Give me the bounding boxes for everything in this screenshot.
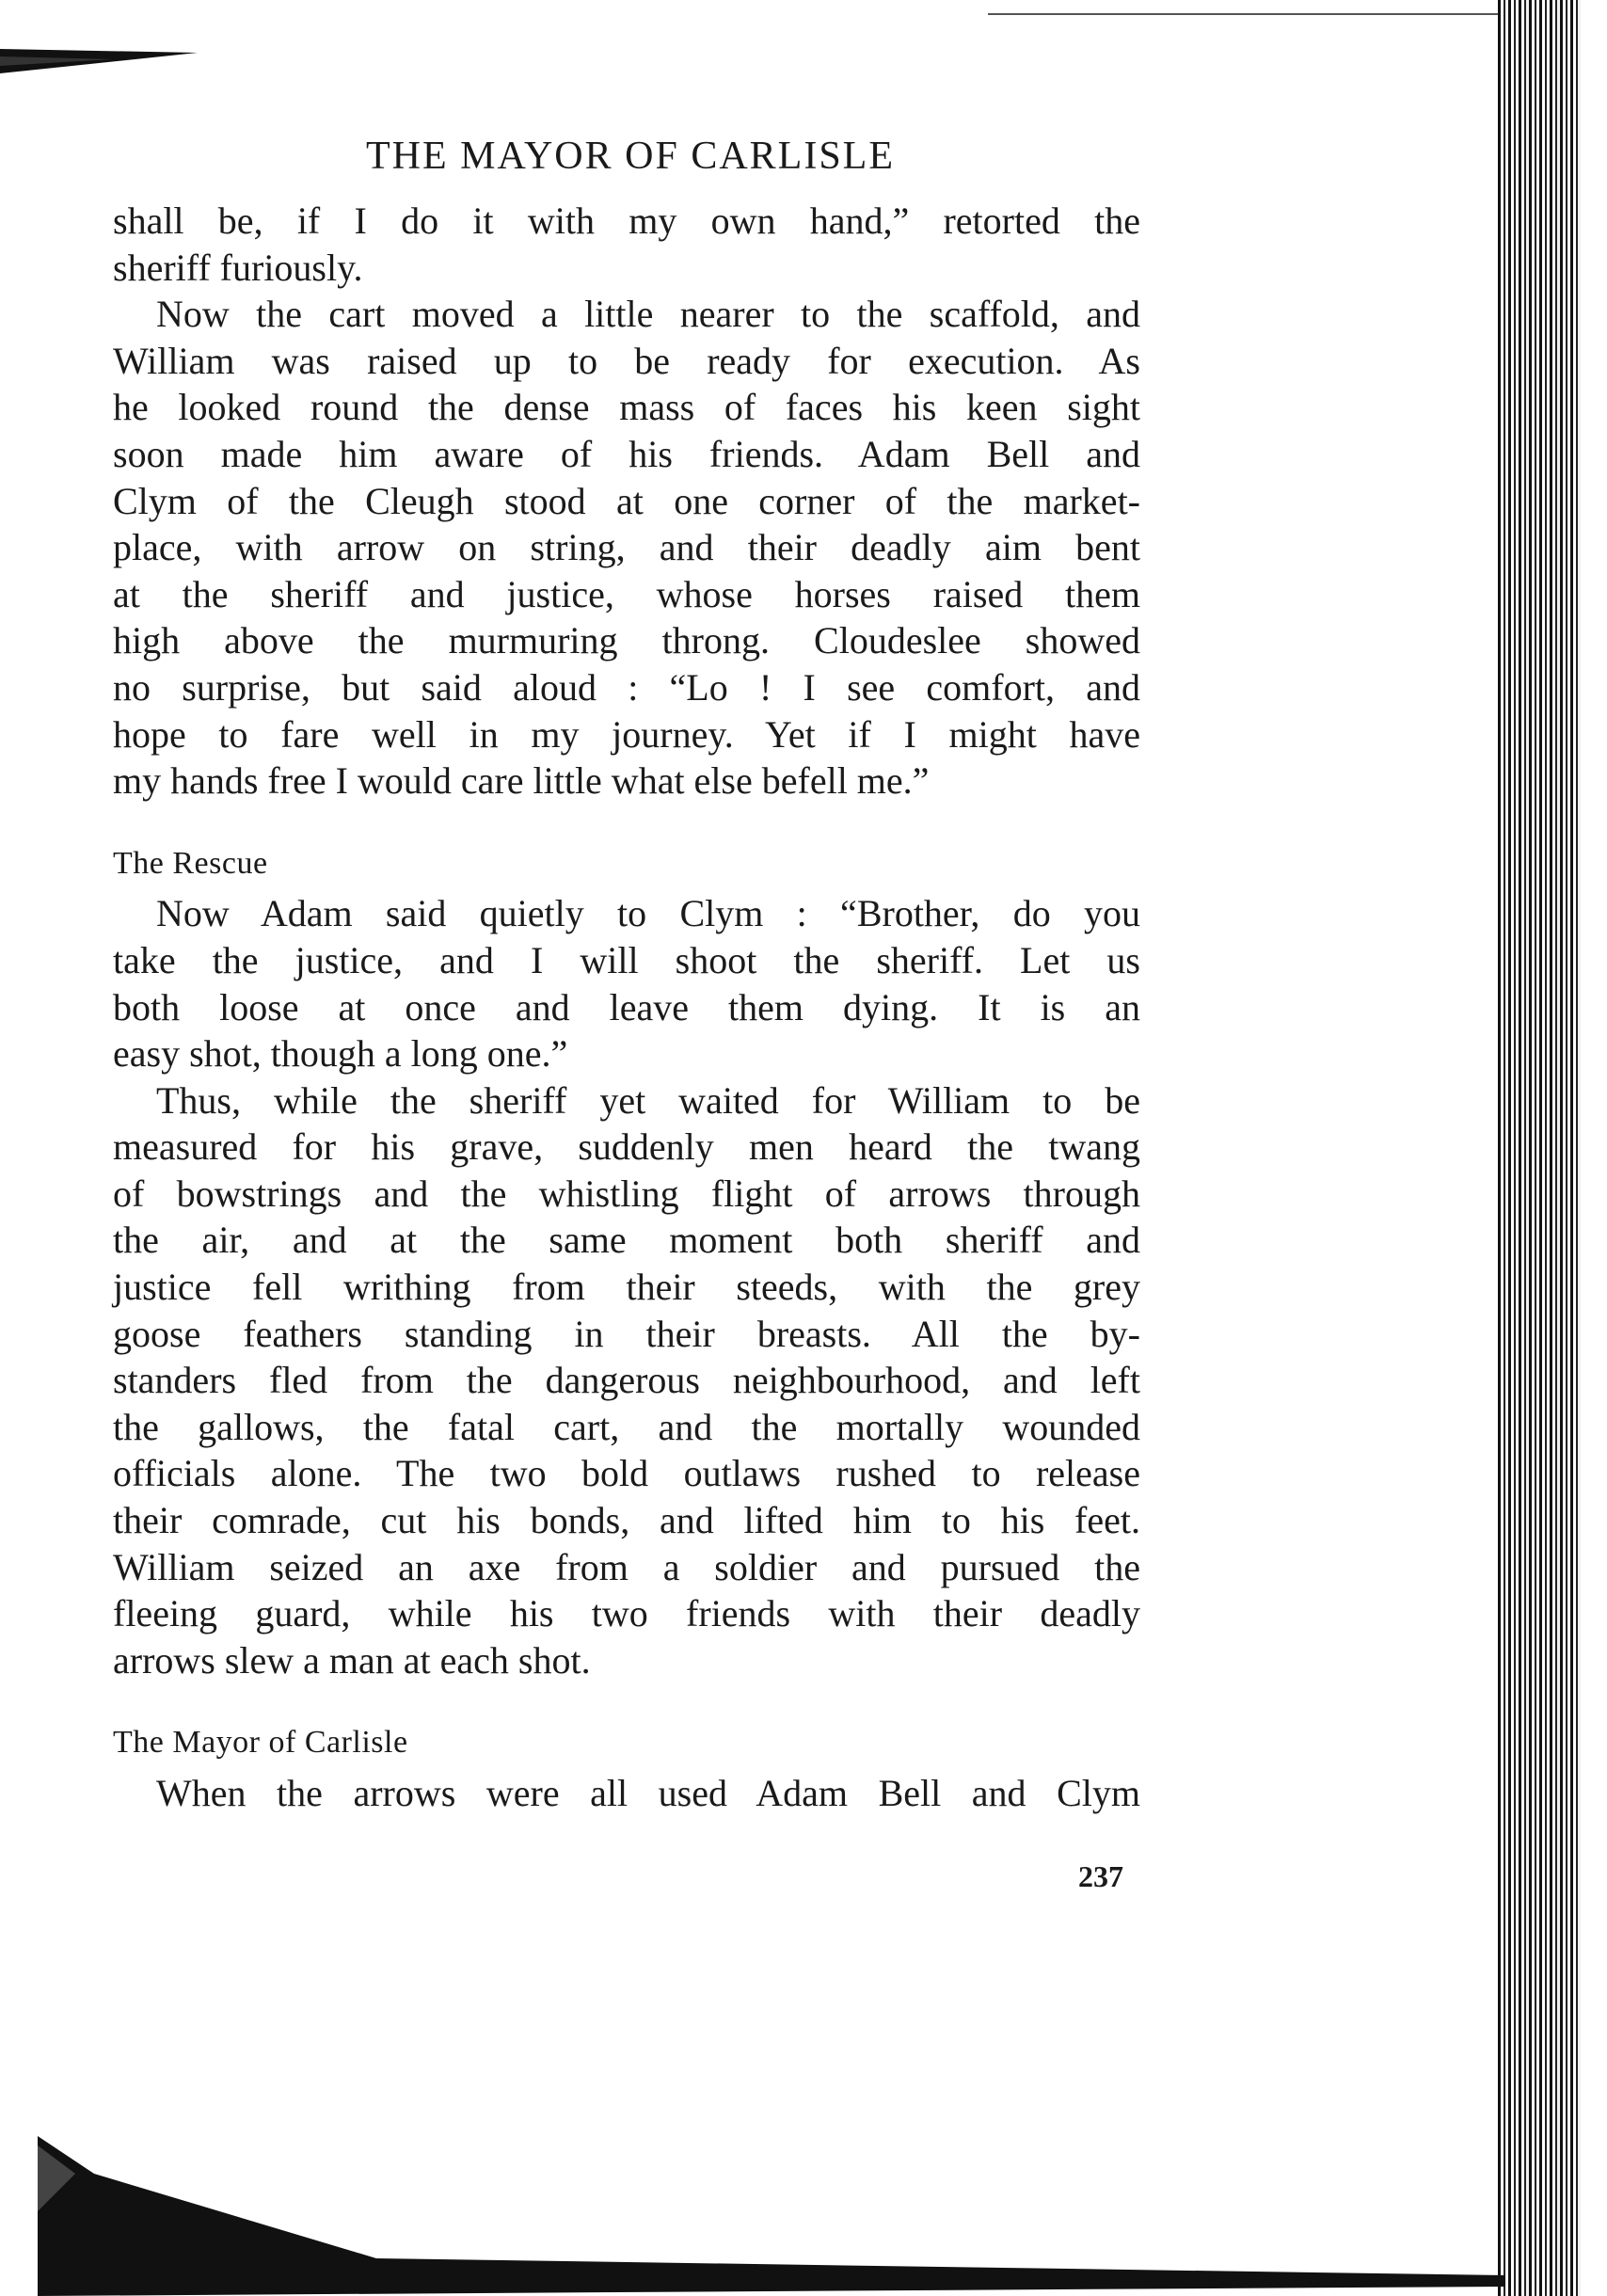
- text-line: soon made him aware of his friends. Adam Bell and: [113, 432, 1140, 475]
- running-head-text: THE MAYOR OF CARLISLE: [366, 135, 895, 178]
- paragraph: [113, 1077, 1140, 1684]
- text-line: standers fled from the dangerous neighbourhood, and left: [113, 1359, 1140, 1402]
- text-line: justice fell writhing from their steeds, with the grey: [113, 1266, 1140, 1309]
- text-line: Thus, while the sheriff yet waited for William to be: [156, 1078, 1140, 1122]
- text-line: place, with arrow on string, and their deadly aim bent: [113, 526, 1140, 569]
- text-line: arrows slew a man at each shot.: [113, 1638, 591, 1682]
- text-line: hope to fare well in my journey. Yet if I might have: [113, 712, 1140, 756]
- text-line: take the justice, and I will shoot the sheriff. Let us: [113, 938, 1140, 981]
- scan-margin: [1581, 0, 1607, 2296]
- body-text: [113, 198, 1140, 1817]
- text-line: William was raised up to be ready for execution. As: [113, 339, 1140, 382]
- text-line: of bowstrings and the whistling flight of arrows through: [113, 1172, 1140, 1215]
- text-line: goose feathers standing in their breasts. All the by-: [113, 1312, 1140, 1355]
- text-line: officials alone. The two bold outlaws rushed to release: [113, 1452, 1140, 1495]
- text-line: When the arrows were all used Adam Bell and Clym: [156, 1772, 1140, 1814]
- scan-artifact-top: [0, 28, 207, 85]
- paragraph: [113, 890, 1140, 1076]
- text-line: Now the cart moved a little nearer to the scaffold, and: [156, 293, 1140, 336]
- text-line: easy shot, though a long one.”: [113, 1032, 568, 1076]
- text-line: their comrade, cut his bonds, and lifted him to his feet.: [113, 1499, 1140, 1542]
- page-number: 237: [1078, 1859, 1123, 1893]
- scan-edge-line: [988, 13, 1515, 15]
- text-line: high above the murmuring throng. Cloudeslee showed: [113, 619, 1140, 662]
- text-line: the gallows, the fatal cart, and the mortally wounded: [113, 1405, 1140, 1448]
- text-line: Clym of the Cleugh stood at one corner of the market-: [113, 479, 1140, 522]
- text-line: he looked round the dense mass of faces his keen sight: [113, 386, 1140, 429]
- text-line: my hands free I would care little what else befell me.”: [113, 759, 930, 803]
- sidenote-the-mayor-of-carlisle: The Mayor of Carlisle: [113, 1725, 408, 1761]
- paragraph: [113, 1770, 1140, 1817]
- text-line: shall be, if I do it with my own hand,” retorted the: [113, 199, 1140, 242]
- text-line: William seized an axe from a soldier and pursued the: [113, 1545, 1140, 1588]
- sidenote-the-rescue: The Rescue: [113, 845, 268, 881]
- text-line: no surprise, but said aloud : “Lo ! I see comfort, and: [113, 665, 1140, 709]
- text-line: sheriff furiously.: [113, 246, 363, 289]
- scan-artifact-bottom: [38, 2136, 1505, 2296]
- paragraph: [113, 291, 1140, 805]
- text-line: both loose at once and leave them dying. It is an: [113, 985, 1140, 1028]
- text-line: measured for his grave, suddenly men heard the twang: [113, 1125, 1140, 1169]
- running-head: [0, 134, 1261, 179]
- paragraph: [113, 198, 1140, 291]
- text-line: Now Adam said quietly to Clym : “Brother, do you: [156, 892, 1140, 935]
- text-line: the air, and at the same moment both sheriff and: [113, 1219, 1140, 1262]
- text-line: fleeing guard, while his two friends with their deadly: [113, 1592, 1140, 1635]
- text-line: at the sheriff and justice, whose horses raised them: [113, 572, 1140, 615]
